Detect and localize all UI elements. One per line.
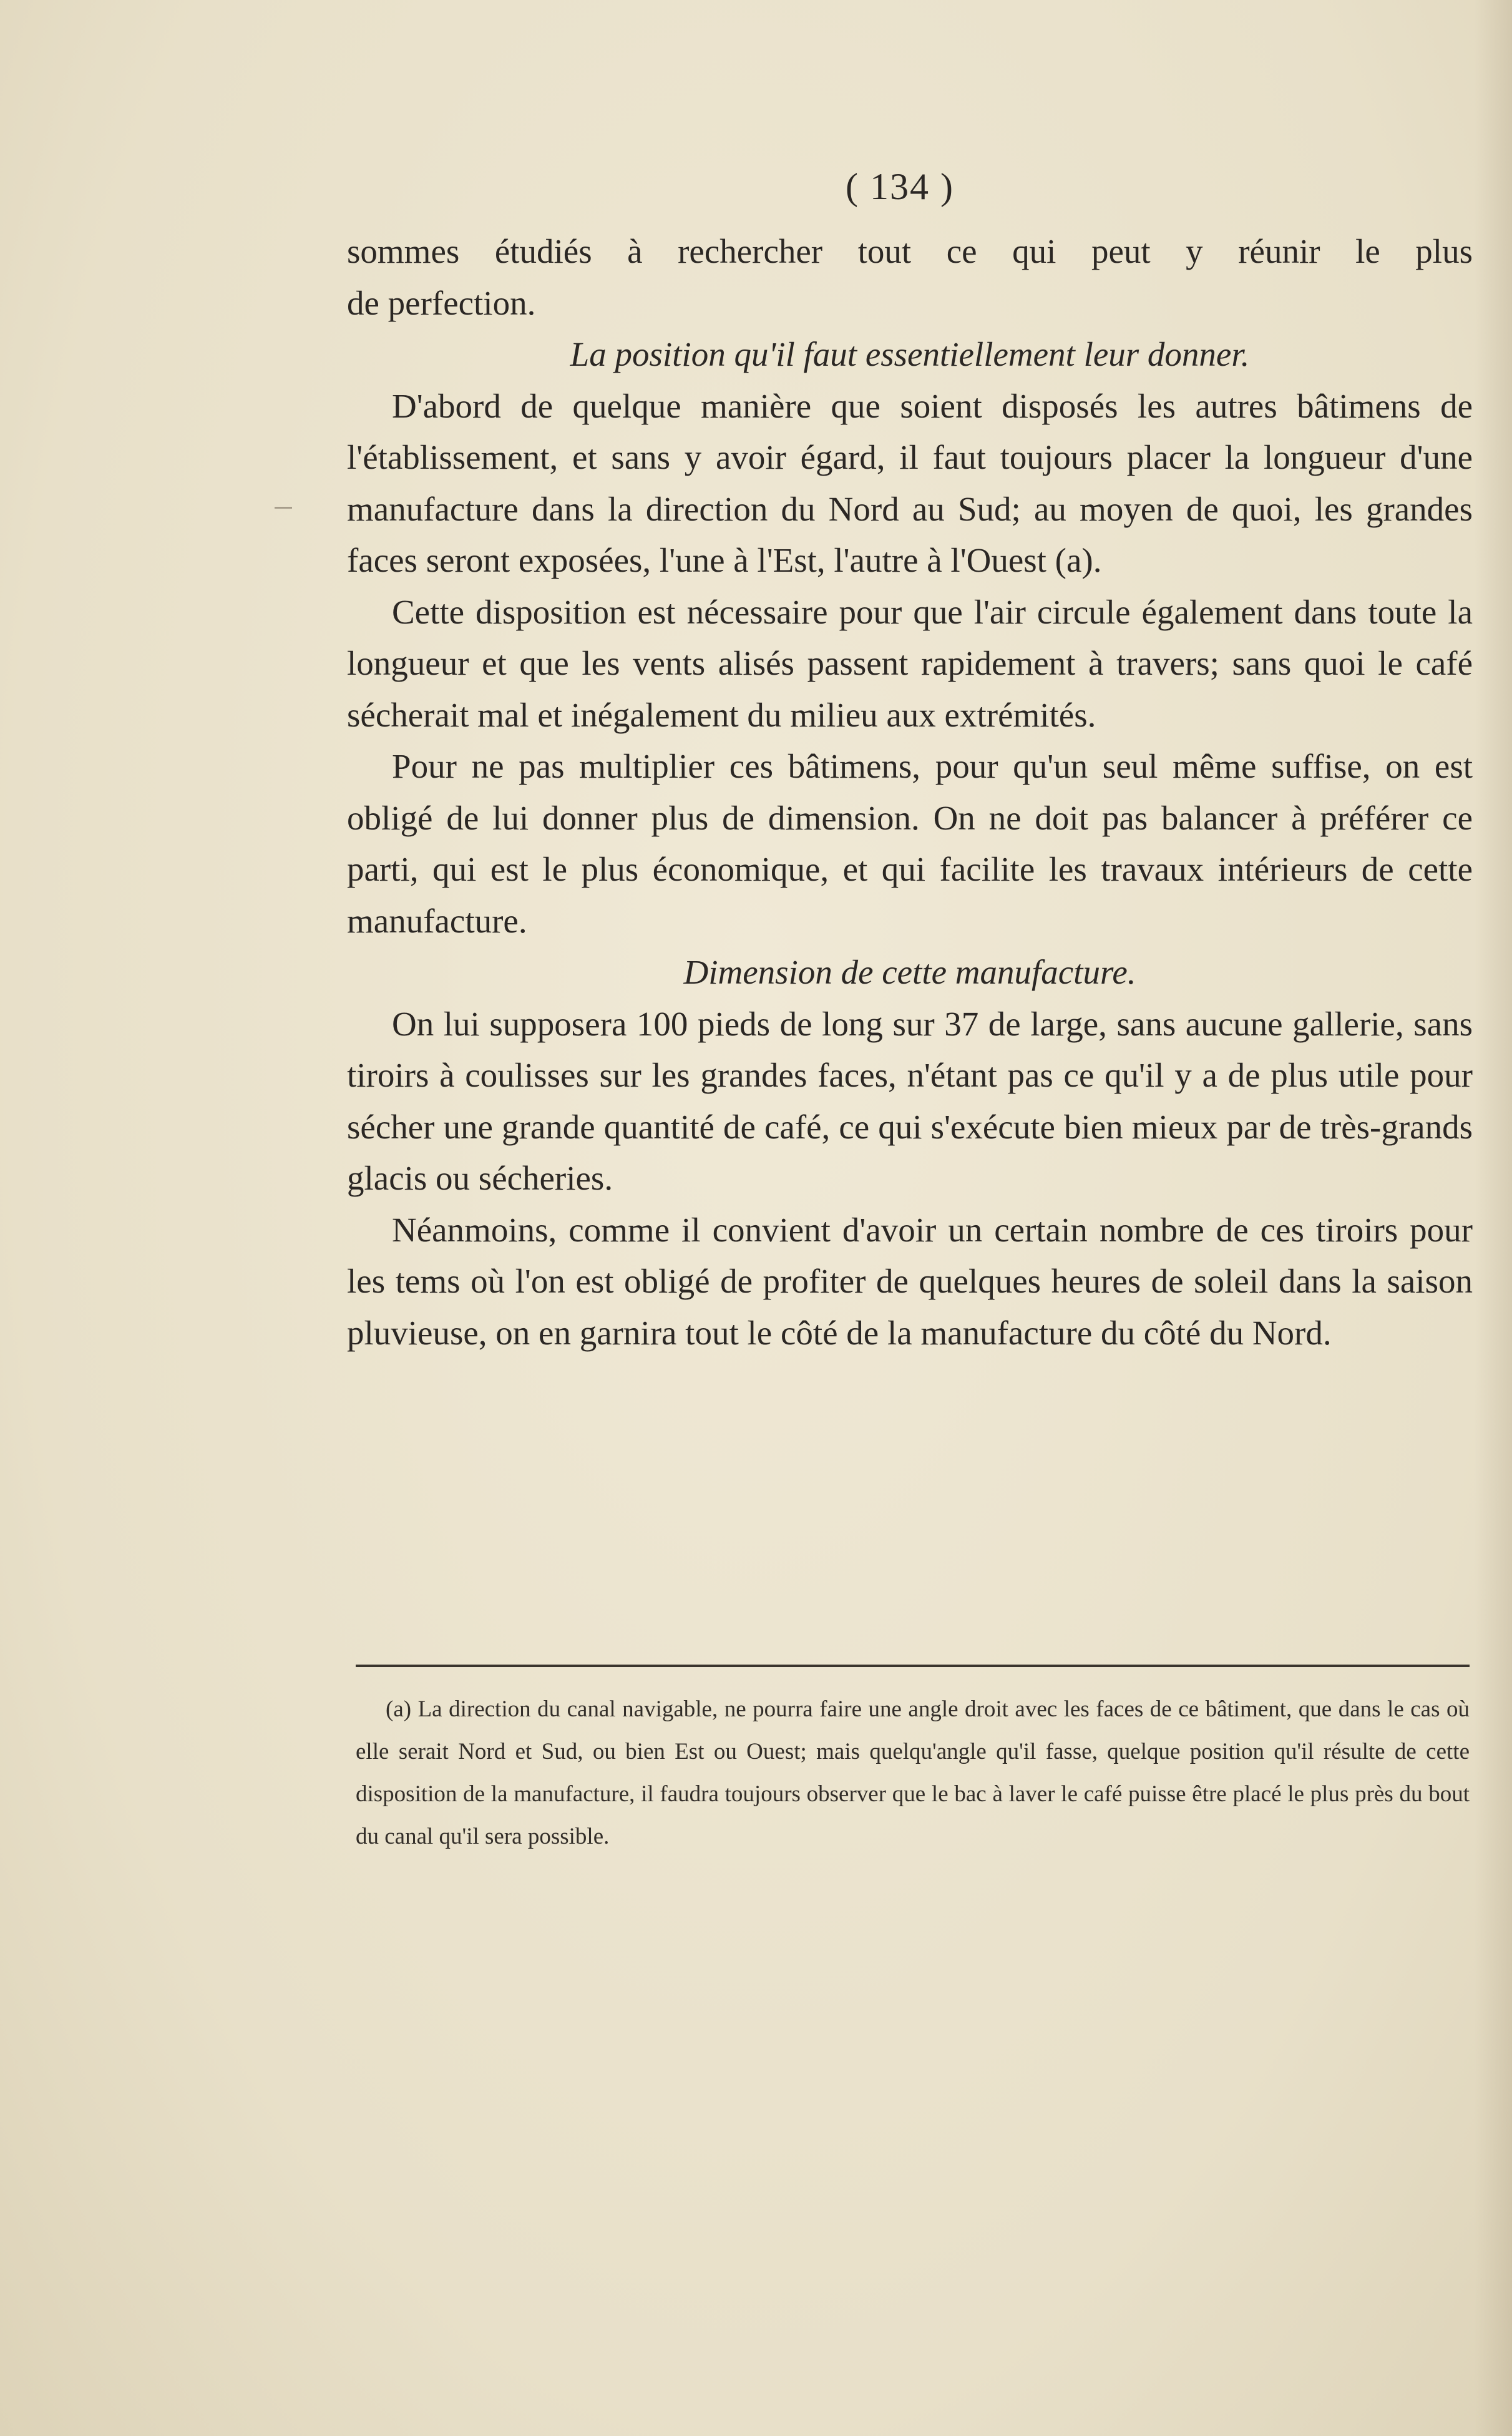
- paragraph-3: Pour ne pas multiplier ces bâtimens, pour qu'un seul même suffise, on est obligé de lui donner plus de dimension. On ne doit pas balancer à préférer ce parti, qui est le plus économique, et qui facilite les travaux intérieurs de cette manufacture.: [347, 747, 1473, 940]
- section-heading-position: La position qu'il faut essentiellement leur donner.: [570, 335, 1250, 373]
- body-text: [347, 226, 1473, 1359]
- margin-mark: [275, 507, 292, 509]
- paragraph-1: D'abord de quelque manière que soient disposés les autres bâtimens de l'établissement, et sans y avoir égard, il faut toujours placer la longueur d'une manufacture dans la direction du Nord au Sud; au moyen de quoi, les grandes faces seront exposées, l'une à l'Est, l'autre à l'Ouest (a).: [347, 386, 1473, 579]
- text-line-continuation: sommes étudiés à rechercher tout ce qui peut y réunir le plus: [347, 232, 1473, 270]
- page-edge-shadow: [1475, 0, 1512, 2436]
- paragraph-5: Néanmoins, comme il convient d'avoir un certain nombre de ces tiroirs pour les tems où l'on est obligé de profiter de quelques heures de soleil dans la saison pluvieuse, on en garnira tout le côté de la manufacture du côté du Nord.: [347, 1210, 1473, 1352]
- paragraph-2: Cette disposition est nécessaire pour que l'air circule également dans toute la longueur et que les vents alisés passent rapidement à travers; sans quoi le café sécherait mal et inégalement du milieu aux extrémités.: [347, 592, 1473, 734]
- footnote: [356, 1688, 1470, 1858]
- footnote-text: (a) La direction du canal navigable, ne pourra faire une angle droit avec les faces de ce bâtiment, que dans le cas où elle serait Nord et Sud, ou bien Est ou Ouest; mais quelqu'angle qu'il fasse, quelque position qu'il résulte de cette disposition de la manufacture, il faudra toujours observer que le bac à laver le café puisse être placé le plus près du bout du canal qu'il sera possible.: [356, 1696, 1470, 1849]
- page-number: ( 134 ): [846, 166, 954, 207]
- paragraph-4: On lui supposera 100 pieds de long sur 37 de large, sans aucune gallerie, sans tiroirs à coulisses sur les grandes faces, n'étant pas ce qu'il y a de plus utile pour sécher une grande quantité de café, ce qui s'exécute bien mieux par de très-grands glacis ou sécheries.: [347, 1004, 1473, 1197]
- footnote-rule: [356, 1665, 1470, 1667]
- text-line-end: de perfection.: [347, 283, 536, 322]
- section-heading-dimension: Dimension de cette manufacture.: [683, 953, 1136, 991]
